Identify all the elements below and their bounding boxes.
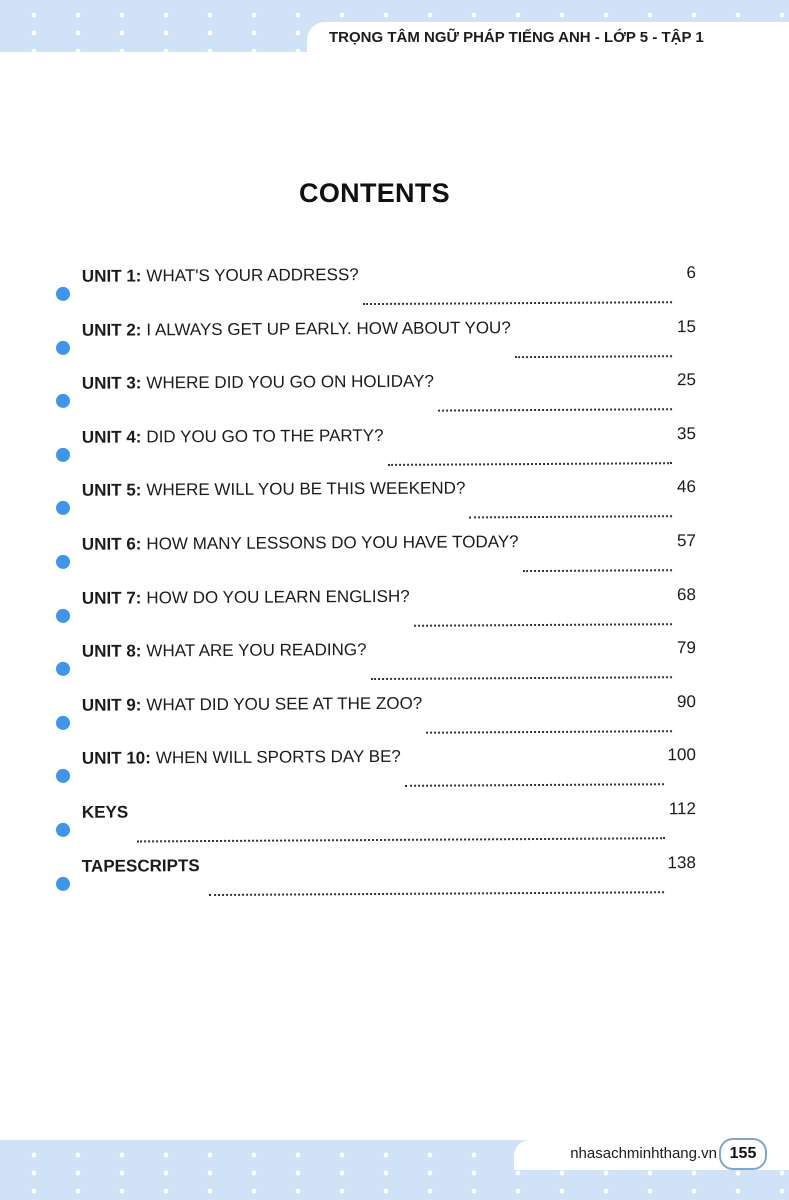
entry-page-number: 6 [686,263,696,283]
entry-page-number: 79 [676,638,696,658]
toc-entry [56,263,696,321]
table-of-contents [56,265,696,908]
entry-page-number: 15 [676,316,696,336]
bullet-icon [56,715,70,729]
entry-label: UNIT 6: [81,534,142,554]
toc-entry [56,370,696,428]
entry-page-number: 68 [676,584,696,604]
dot-leader [414,622,672,626]
entry-label: TAPESCRIPTS [81,855,200,876]
dot-leader [388,462,672,466]
toc-entry [56,317,696,375]
entry-title: WHERE WILL YOU BE THIS WEEKEND? [146,478,466,500]
bullet-icon [56,769,70,783]
entry-label: UNIT 10: [81,748,151,769]
page-title: CONTENTS [299,178,450,209]
bullet-icon [56,501,70,515]
bullet-icon [56,823,70,837]
bullet-icon [56,608,70,622]
entry-title: WHAT ARE YOU READING? [146,640,367,661]
bullet-icon [56,340,70,354]
toc-entry [56,799,696,857]
toc-entry [56,692,696,750]
page-number: 155 [719,1138,767,1170]
toc-entry [56,853,696,911]
toc-entry [56,531,696,589]
dot-leader [426,730,672,734]
book-title: TRỌNG TÂM NGỮ PHÁP TIẾNG ANH - LỚP 5 - TẬP 1 [329,28,704,46]
bullet-icon [56,876,70,890]
dot-leader [470,515,673,518]
bullet-icon [56,394,70,408]
entry-page-number: 57 [676,531,696,551]
entry-page-number: 25 [676,370,696,390]
entry-page-number: 100 [667,745,696,765]
entry-label: UNIT 5: [81,480,142,501]
toc-entry [56,477,696,535]
website-url: nhasachminhthang.vn [570,1145,717,1162]
entry-label: UNIT 8: [81,641,142,661]
entry-label: KEYS [81,802,129,822]
entry-title: WHAT DID YOU SEE AT THE ZOO? [146,693,423,715]
entry-page-number: 90 [676,691,696,711]
entry-title: WHAT'S YOUR ADDRESS? [146,265,359,286]
entry-label: UNIT 7: [81,587,142,608]
toc-entry [56,745,696,803]
entry-label: UNIT 1: [81,266,142,286]
dot-leader [137,837,665,842]
entry-title: HOW DO YOU LEARN ENGLISH? [146,586,410,607]
bullet-icon [56,662,70,676]
entry-title: I ALWAYS GET UP EARLY. HOW ABOUT YOU? [146,317,511,339]
dot-leader [363,301,672,305]
bullet-icon [56,447,70,461]
entry-title: WHERE DID YOU GO ON HOLIDAY? [146,371,434,393]
entry-title: WHEN WILL SPORTS DAY BE? [155,747,401,768]
dot-leader [209,890,664,895]
entry-page-number: 35 [676,423,696,443]
entry-label: UNIT 9: [81,695,142,715]
toc-entry [56,638,696,696]
dot-leader [515,354,672,357]
entry-label: UNIT 3: [81,373,142,393]
entry-label: UNIT 2: [81,320,142,340]
entry-page-number: 112 [668,798,696,819]
running-header [307,22,789,52]
toc-entry [56,585,696,643]
entry-page-number: 46 [676,477,696,497]
entry-title: DID YOU GO TO THE PARTY? [146,425,384,447]
entry-label: UNIT 4: [81,427,142,447]
dot-leader [523,569,672,572]
toc-entry [56,424,696,482]
bullet-icon [56,287,70,301]
dot-leader [438,408,672,411]
entry-page-number: 138 [667,852,696,872]
dot-leader [371,676,672,680]
entry-title: HOW MANY LESSONS DO YOU HAVE TODAY? [146,532,519,554]
bullet-icon [56,555,70,569]
dot-leader [405,783,664,787]
